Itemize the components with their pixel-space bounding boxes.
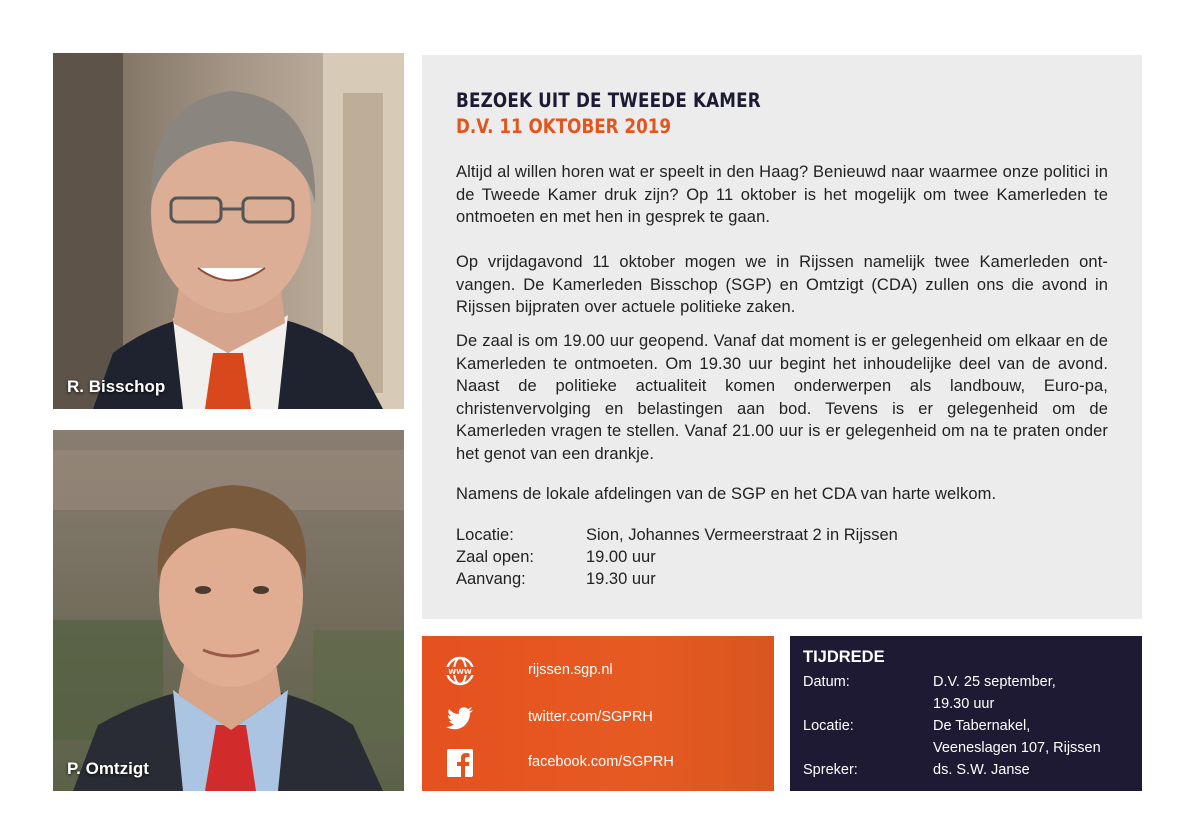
program-paragraph: De zaal is om 19.00 uur geopend. Vanaf dat moment is er gelegenheid om elkaar en de Kamerleden te ontmoeten. Om 19.30 uur begint het inhoudelijke deel van de avond. Naast de politieke actualiteit komen onderwerpen als landbouw, Euro-pa, christenvervolging en belastingen aan bod. Tevens is er gelegenheid om de Kamerleden vragen te stellen. Vanaf 21.00 uur is er gelegenheid om na te praten onder het genot van een drankje.	[456, 332, 1108, 463]
tijdrede-value: 19.30 uur	[933, 696, 995, 712]
tijdrede-value: D.V. 25 september,	[933, 674, 1056, 690]
event-headline: BEZOEK UIT DE TWEEDE KAMER	[456, 89, 761, 112]
photo-bisschop	[53, 53, 404, 409]
facebook-icon	[444, 748, 476, 778]
tijdrede-value: Veeneslagen 107, Rijssen	[933, 740, 1101, 756]
tijdrede-label: Datum:	[803, 674, 850, 690]
link-twitter[interactable]	[444, 703, 764, 733]
globe-www-icon	[444, 656, 476, 686]
link-text[interactable]: twitter.com/SGPRH	[528, 709, 653, 725]
event-info-panel	[422, 55, 1142, 619]
info-label: Zaal open:	[456, 548, 534, 566]
portrait-image	[53, 53, 404, 409]
event-date-subhead: D.V. 11 OKTOBER 2019	[456, 115, 672, 138]
tijdrede-value: De Tabernakel,	[933, 718, 1031, 734]
twitter-icon	[444, 703, 476, 733]
link-facebook[interactable]	[444, 748, 764, 778]
links-panel	[422, 636, 774, 791]
tijdrede-label: Spreker:	[803, 762, 858, 778]
tijdrede-value: ds. S.W. Janse	[933, 762, 1030, 778]
tijdrede-panel	[790, 636, 1142, 791]
link-text[interactable]: facebook.com/SGPRH	[528, 754, 674, 770]
photo-caption-bisschop: R. Bisschop	[67, 377, 166, 396]
photo-omtzigt	[53, 430, 404, 791]
details-paragraph: Op vrijdagavond 11 oktober mogen we in Rijssen namelijk twee Kamerleden ont-vangen. De Kamerleden Bisschop (SGP) en Omtzigt (CDA) zullen ons die avond in Rijssen bijpraten over actuele politieke zaken.	[456, 253, 1108, 316]
welcome-paragraph: Namens de lokale afdelingen van de SGP en het CDA van harte welkom.	[456, 485, 997, 503]
photo-caption-omtzigt: P. Omtzigt	[67, 759, 149, 778]
portrait-image	[53, 430, 404, 791]
info-value: 19.00 uur	[586, 548, 656, 566]
intro-paragraph: Altijd al willen horen wat er speelt in den Haag? Benieuwd naar waarmee onze politici in de Tweede Kamer druk zijn? Op 11 oktober is het mogelijk om twee Kamerleden te ontmoeten en met hen in gesprek te gaan.	[456, 163, 1108, 226]
link-text[interactable]: rijssen.sgp.nl	[528, 662, 613, 678]
link-website[interactable]	[444, 656, 764, 686]
tijdrede-title: TIJDREDE	[803, 648, 885, 666]
info-value: Sion, Johannes Vermeerstraat 2 in Rijssen	[586, 526, 898, 544]
svg-text:WWW: WWW	[448, 668, 472, 676]
info-value: 19.30 uur	[586, 570, 656, 588]
tijdrede-label: Locatie:	[803, 718, 854, 734]
info-label: Aanvang:	[456, 570, 526, 588]
info-label: Locatie:	[456, 526, 514, 544]
